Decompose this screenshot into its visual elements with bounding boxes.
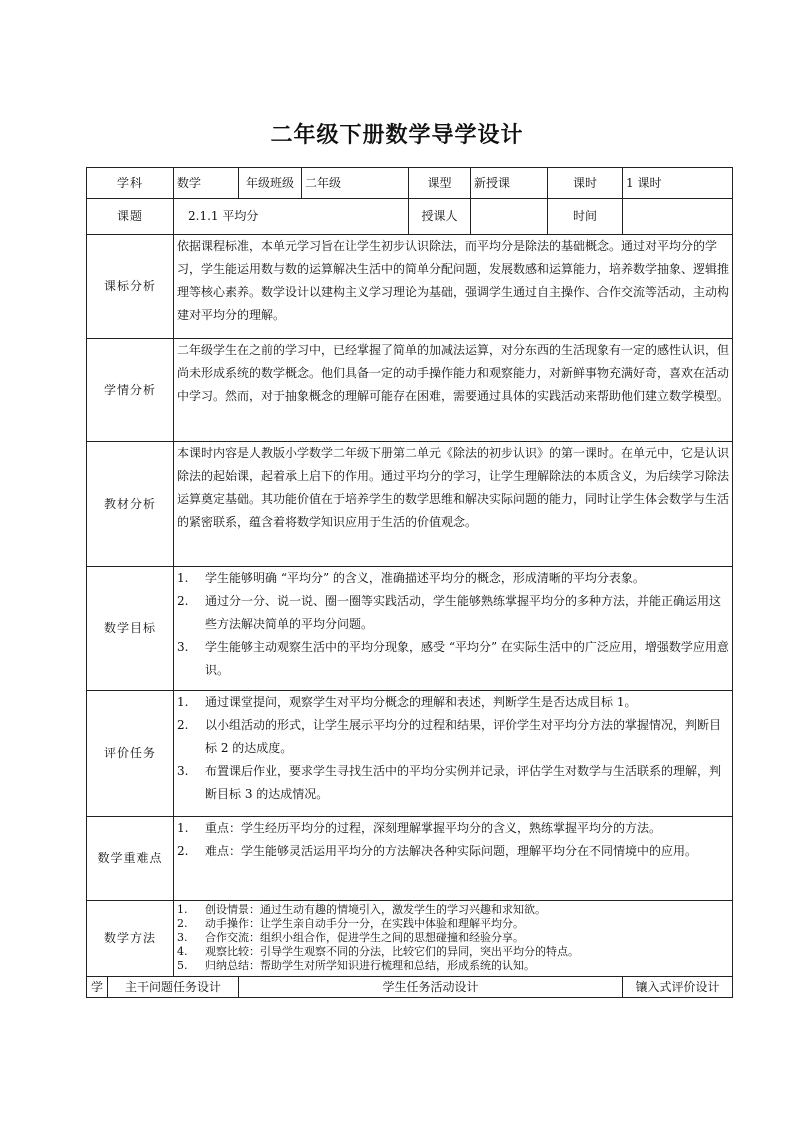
topic-value: 2.1.1 平均分 xyxy=(174,199,409,235)
list-item: 2. 动手操作：让学生亲自动手分一分，在实践中体验和理解平均分。 xyxy=(177,917,524,930)
subject-value: 数学 xyxy=(174,168,239,199)
textbook-text: 本课时内容是人教版小学数学二年级下册第二单元《除法的初步认识》的第一课时。在单元中，它是认识除法的起始课，起着承上启下的作用。通过平均分的学习，让学生理解除法的本质含义，为后续学习除法运算奠定基础。其功能价值在于培养学生的数学思维和解决实际问题的能力，同时让学生体会数学与生活的紧密联系，蕴含着将数学知识应用于生活的价值观念。 xyxy=(174,442,733,567)
topic-label: 课题 xyxy=(87,199,174,235)
goals-label: 数学目标 xyxy=(87,567,174,691)
evaluation-label: 评价任务 xyxy=(87,691,174,817)
textbook-row xyxy=(87,442,733,567)
students-label: 学情分析 xyxy=(87,339,174,442)
keypoints-list xyxy=(177,817,729,863)
list-item: 1. 学生能够明确 “平均分” 的含义，准确描述平均分的概念，形成清晰的平均分表象。 xyxy=(177,571,645,585)
list-item: 1. 创设情景：通过生动有趣的情境引入，激发学生的学习兴趣和求知欲。 xyxy=(177,903,546,916)
goals-row xyxy=(87,567,733,691)
footer-col-4: 镶入式评价设计 xyxy=(623,977,733,998)
keypoints-row xyxy=(87,817,733,901)
curriculum-text: 依据课程标准，本单元学习旨在让学生初步认识除法，而平均分是除法的基础概念。通过对平均分的学习，学生能运用数与数的运算解决生活中的简单分配问题，发展数感和运算能力，培养数学抽象、逻辑推理等核心素养。数学设计以建构主义学习理论为基础，强调学生通过自主操作、合作交流等活动，主动构建对平均分的理解。 xyxy=(174,235,733,339)
footer-col-3: 学生任务活动设计 xyxy=(239,977,623,998)
methods-list xyxy=(177,903,729,973)
period-value: 1 课时 xyxy=(623,168,733,199)
list-item: 3. 合作交流：组织小组合作，促进学生之间的思想碰撞和经验分享。 xyxy=(177,931,524,944)
textbook-label: 教材分析 xyxy=(87,442,174,567)
curriculum-label: 课标分析 xyxy=(87,235,174,339)
grade-value: 二年级 xyxy=(302,168,409,199)
header-row-1 xyxy=(87,168,733,199)
methods-row xyxy=(87,901,733,977)
footer-col-1: 学 xyxy=(87,977,108,997)
period-label: 课时 xyxy=(548,168,623,199)
list-item: 4. 观察比较：引导学生观察不同的分法，比较它们的异同，突出平均分的特点。 xyxy=(177,945,579,958)
grade-label: 年级班级 xyxy=(239,168,302,199)
list-item: 5. 归纳总结：帮助学生对所学知识进行梳理和总结，形成系统的认知。 xyxy=(177,959,535,972)
evaluation-row xyxy=(87,691,733,817)
list-item: 1. 通过课堂提问，观察学生对平均分概念的理解和表述，判断学生是否达成目标 1。 xyxy=(177,695,637,709)
teacher-label: 授课人 xyxy=(409,199,471,235)
time-value xyxy=(623,199,733,235)
list-item: 1. 重点：学生经历平均分的过程，深刻理解掌握平均分的含义，熟练掌握平均分的方法。 xyxy=(177,821,662,835)
curriculum-row xyxy=(87,235,733,339)
header-row-2 xyxy=(87,199,733,235)
type-value: 新授课 xyxy=(471,168,548,199)
footer-col-2: 主干问题任务设计 xyxy=(124,980,221,994)
time-label: 时间 xyxy=(548,199,623,235)
lesson-plan-table xyxy=(86,167,733,998)
students-text: 二年级学生在之前的学习中，已经掌握了简单的加减法运算，对分东西的生活现象有一定的感性认识，但尚未形成系统的数学概念。他们具备一定的动手操作能力和观察能力，对新鲜事物充满好奇，喜欢在活动中学习。然而，对于抽象概念的理解可能存在困难，需要通过具体的实践活动来帮助他们建立数学模型。 xyxy=(174,339,733,442)
evaluation-list xyxy=(177,691,729,806)
keypoints-label: 数学重难点 xyxy=(87,817,174,901)
methods-label: 数学方法 xyxy=(87,901,174,977)
page-title: 二年级下册数学导学设计 xyxy=(270,122,524,148)
students-row xyxy=(87,339,733,442)
type-label: 课型 xyxy=(409,168,471,199)
teacher-value xyxy=(471,199,548,235)
list-item: 3. 布置课后作业，要求学生寻找生活中的平均分实例并记录，评估学生对数学与生活联系的理解，判断目标 3 的达成情况。 xyxy=(177,764,722,801)
list-item: 2. 以小组活动的形式，让学生展示平均分的过程和结果，评价学生对平均分方法的掌握情况，判断目标 2 的达成度。 xyxy=(177,718,722,755)
list-item: 2. 难点：学生能够灵活运用平均分的方法解决各种实际问题，理解平均分在不同情境中的应用。 xyxy=(177,844,698,858)
goals-list xyxy=(177,567,729,682)
list-item: 2. 通过分一分、说一说、圈一圈等实践活动，学生能够熟练掌握平均分的多种方法，并能正确运用这些方法解决简单的平均分问题。 xyxy=(177,594,722,631)
subject-label: 学科 xyxy=(87,168,174,199)
list-item: 3. 学生能够主动观察生活中的平均分现象，感受 “平均分” 在实际生活中的广泛应用，增强数学应用意识。 xyxy=(177,640,729,677)
footer-header-row xyxy=(87,977,733,998)
